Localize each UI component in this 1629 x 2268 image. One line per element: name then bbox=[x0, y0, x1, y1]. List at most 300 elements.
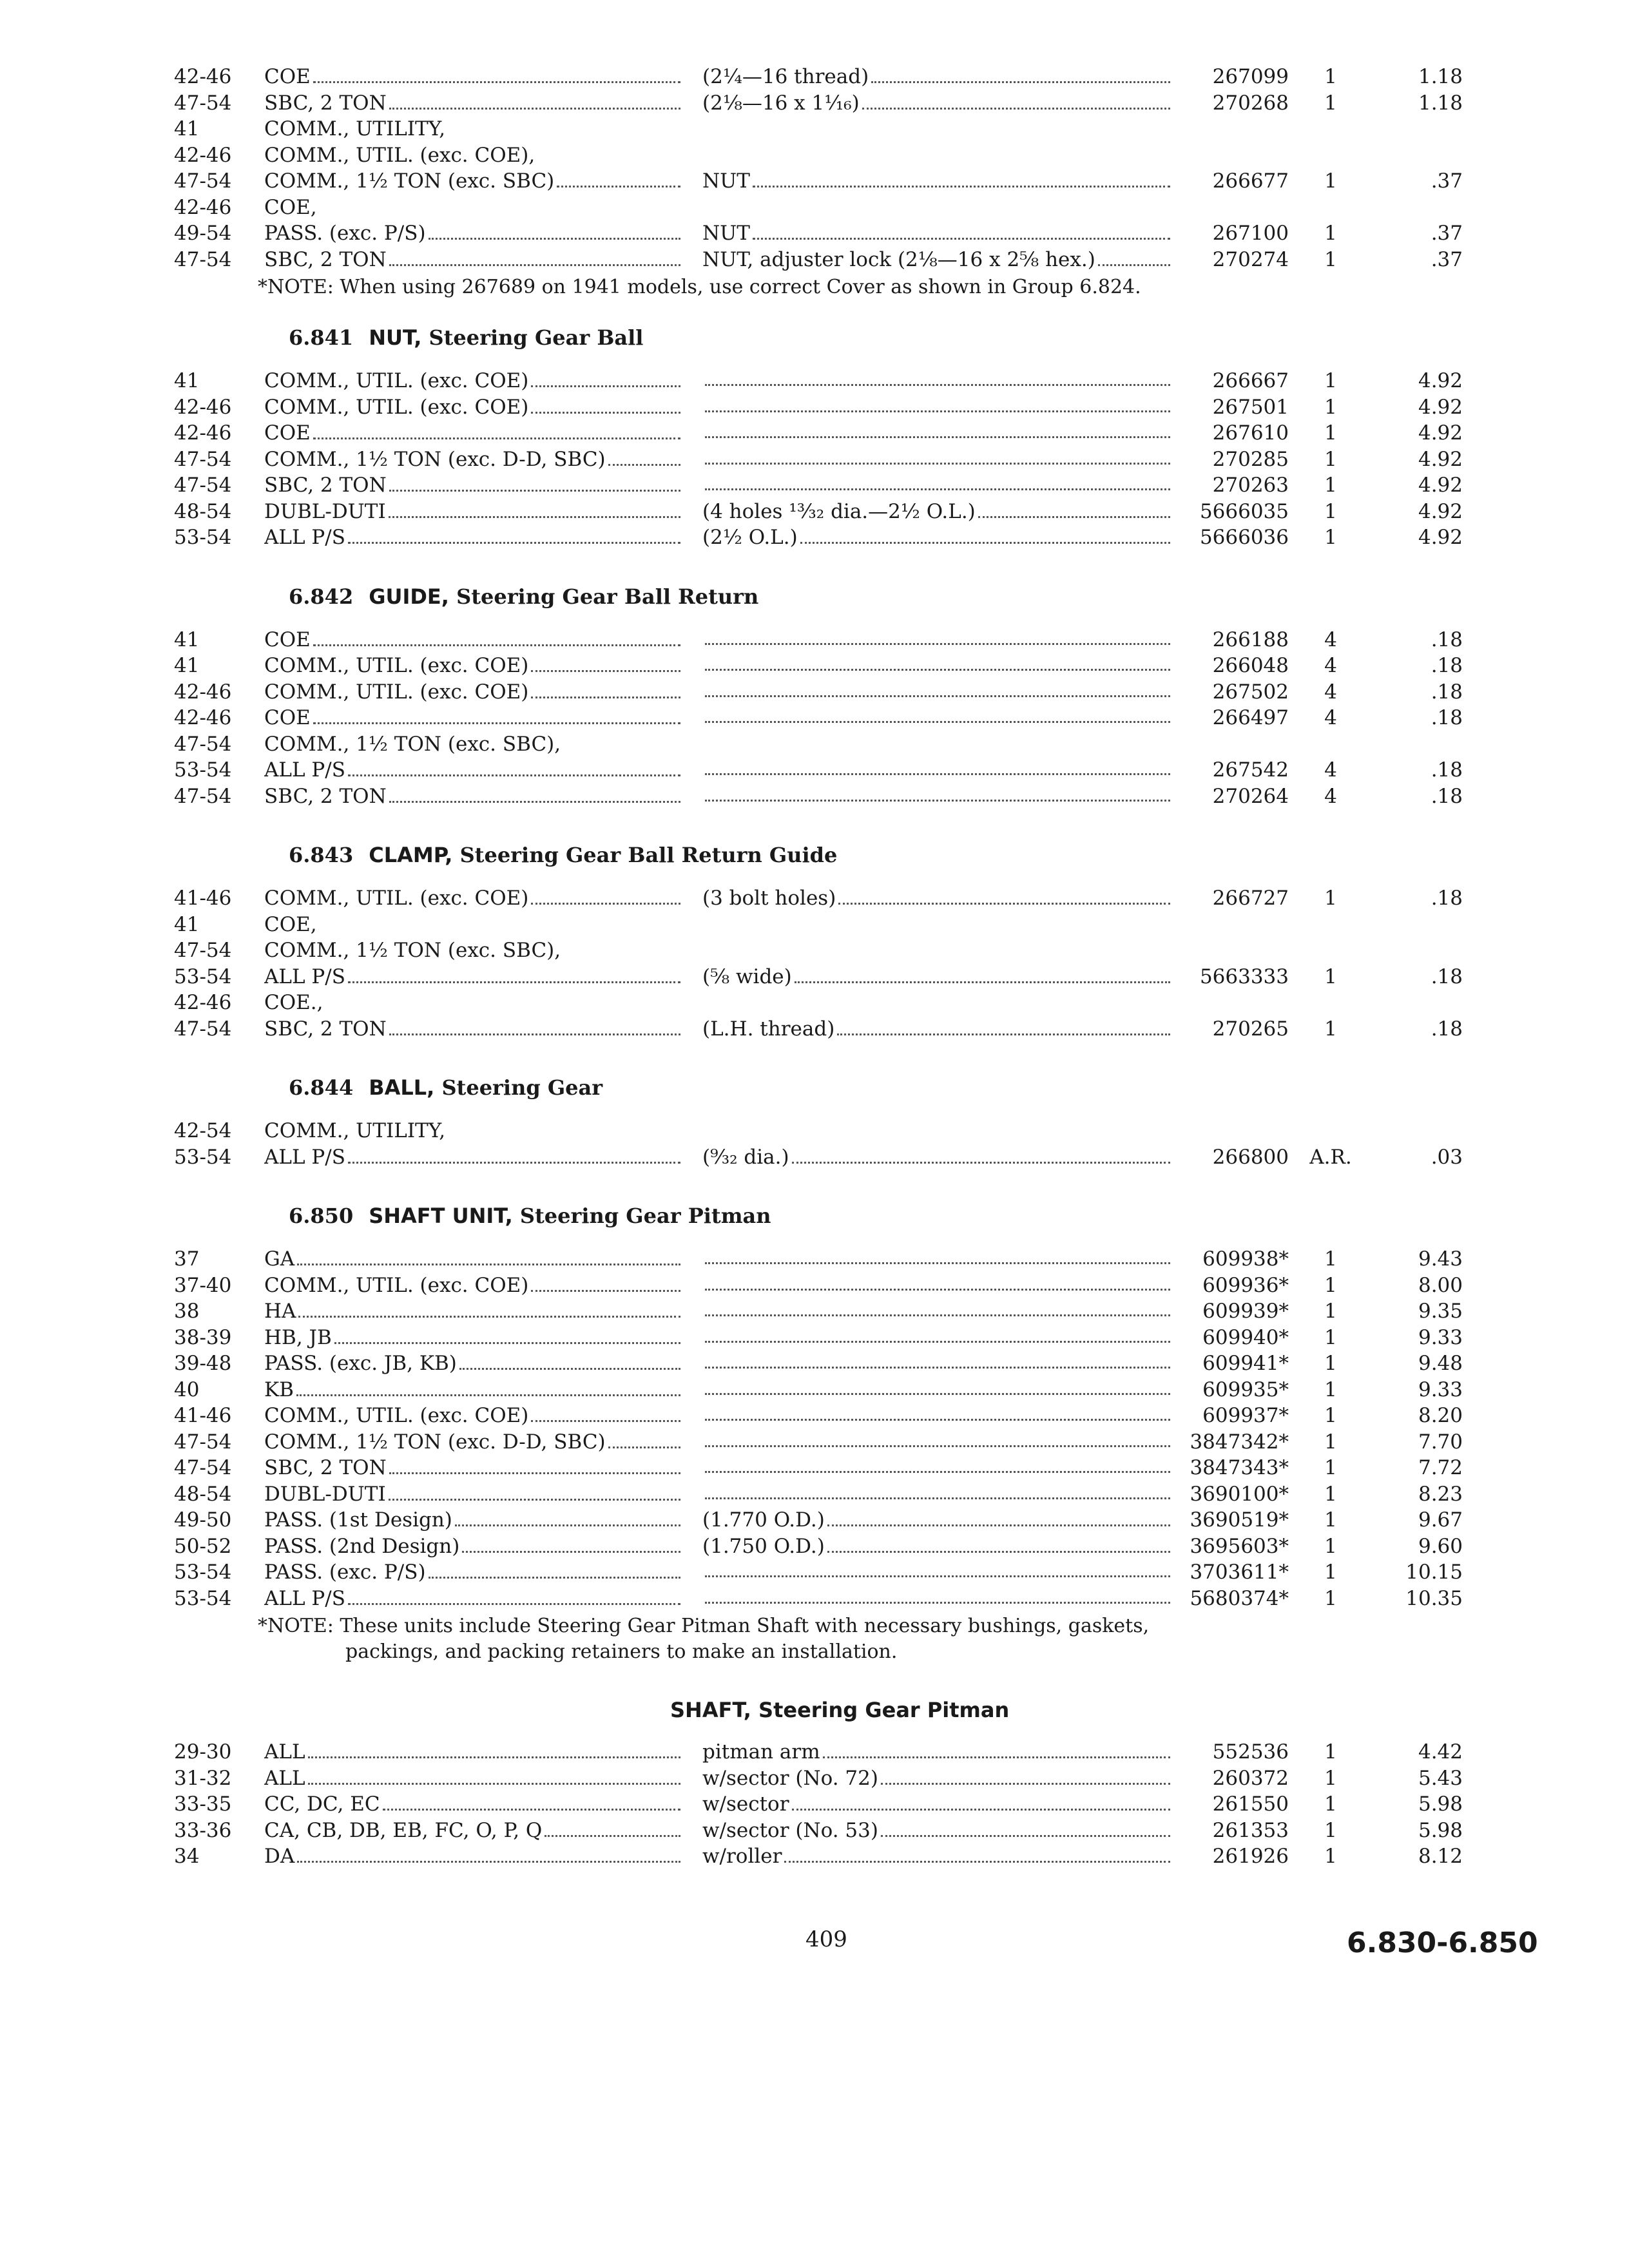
price: 7.72 bbox=[1418, 1456, 1463, 1479]
quantity: 1 bbox=[1324, 1482, 1337, 1506]
leader-dots bbox=[862, 91, 1170, 110]
description bbox=[702, 626, 1173, 645]
quantity: 1 bbox=[1324, 965, 1337, 988]
description bbox=[702, 1428, 1173, 1447]
table-row bbox=[0, 1376, 1629, 1403]
section-title: GUIDE, bbox=[369, 584, 449, 609]
price: 5.98 bbox=[1418, 1792, 1463, 1816]
model bbox=[264, 1765, 683, 1792]
table-row bbox=[0, 626, 1629, 653]
quantity: 1 bbox=[1324, 1300, 1337, 1323]
price: .18 bbox=[1431, 1017, 1463, 1041]
description-text: (4 holes ¹³⁄₃₂ dia.—2½ O.L.) bbox=[702, 499, 976, 523]
leader-dots bbox=[298, 1299, 680, 1318]
model bbox=[264, 1117, 683, 1144]
model bbox=[264, 446, 683, 473]
year-range: 42-46 bbox=[174, 991, 232, 1014]
part-number: 267610 bbox=[1212, 421, 1289, 445]
price: .37 bbox=[1431, 222, 1463, 245]
leader-dots bbox=[705, 1585, 1170, 1604]
year-range: 47-54 bbox=[174, 474, 232, 497]
model bbox=[264, 1506, 683, 1533]
part-number: 266727 bbox=[1212, 887, 1289, 910]
price: 4.92 bbox=[1418, 526, 1463, 549]
part-number: 266497 bbox=[1212, 706, 1289, 729]
table-row bbox=[0, 989, 1629, 1016]
model-text: ALL bbox=[264, 1766, 305, 1790]
quantity: 1 bbox=[1324, 1740, 1337, 1763]
leader-dots bbox=[705, 394, 1170, 412]
price: 9.33 bbox=[1418, 1325, 1463, 1349]
quantity: 1 bbox=[1324, 526, 1337, 549]
description bbox=[702, 498, 1173, 525]
year-range: 42-46 bbox=[174, 680, 232, 704]
description bbox=[702, 90, 1173, 117]
table-row bbox=[0, 1402, 1629, 1429]
part-number: 267099 bbox=[1212, 65, 1289, 88]
model bbox=[264, 1402, 683, 1429]
description bbox=[702, 1454, 1173, 1473]
leader-dots bbox=[705, 472, 1170, 490]
model bbox=[264, 1015, 683, 1043]
leader-dots bbox=[462, 1534, 680, 1553]
description bbox=[702, 1402, 1173, 1421]
description bbox=[702, 885, 1173, 912]
model bbox=[264, 1376, 683, 1403]
table-row bbox=[0, 367, 1629, 394]
year-range: 47-54 bbox=[174, 1017, 232, 1041]
description-text: (1.750 O.D.) bbox=[702, 1534, 825, 1558]
description bbox=[702, 1481, 1173, 1499]
description-text: (1.770 O.D.) bbox=[702, 1508, 825, 1532]
model bbox=[264, 1245, 683, 1273]
model-text: PASS. (exc. JB, KB) bbox=[264, 1352, 457, 1375]
table-row bbox=[0, 194, 1629, 221]
year-range: 53-54 bbox=[174, 758, 232, 782]
part-number: 609937* bbox=[1202, 1404, 1289, 1427]
table-row bbox=[0, 1585, 1629, 1612]
section-title: NUT, bbox=[369, 325, 422, 350]
model bbox=[264, 168, 683, 195]
model-text: ALL P/S bbox=[264, 1145, 345, 1169]
year-range: 42-46 bbox=[174, 65, 232, 88]
price: 4.92 bbox=[1418, 499, 1463, 523]
description bbox=[702, 1533, 1173, 1560]
section-title: BALL, bbox=[369, 1075, 435, 1100]
leader-dots bbox=[459, 1351, 680, 1370]
table-row bbox=[0, 1765, 1629, 1792]
year-range: 47-54 bbox=[174, 939, 232, 962]
model-text: COE bbox=[264, 706, 311, 729]
leader-dots bbox=[313, 706, 680, 724]
leader-dots bbox=[705, 1298, 1170, 1316]
year-range: 39-48 bbox=[174, 1352, 232, 1375]
leader-dots bbox=[608, 1430, 680, 1448]
description-text: (2¼—16 thread) bbox=[702, 65, 869, 88]
model-text: PASS. (exc. P/S) bbox=[264, 222, 426, 245]
leader-dots bbox=[705, 1376, 1170, 1395]
leader-dots bbox=[531, 1403, 680, 1422]
quantity: 1 bbox=[1324, 369, 1337, 392]
year-range: 42-46 bbox=[174, 421, 232, 445]
part-number: 609940* bbox=[1202, 1325, 1289, 1349]
section-number: 6.850 bbox=[289, 1204, 354, 1228]
leader-dots bbox=[827, 1534, 1170, 1553]
part-number: 3690100* bbox=[1190, 1482, 1289, 1506]
model bbox=[264, 472, 683, 499]
year-range: 47-54 bbox=[174, 732, 232, 756]
section-subtitle: Steering Gear bbox=[441, 1075, 603, 1100]
price: .18 bbox=[1431, 706, 1463, 729]
model bbox=[264, 1324, 683, 1351]
section-number: 6.841 bbox=[289, 325, 354, 350]
part-number: 3703611* bbox=[1190, 1561, 1289, 1584]
leader-dots bbox=[348, 965, 680, 983]
price: .18 bbox=[1431, 654, 1463, 677]
quantity: 1 bbox=[1324, 1325, 1337, 1349]
table-row bbox=[0, 1559, 1629, 1586]
description-text: NUT, adjuster lock (2⅛—16 x 2⅝ hex.) bbox=[702, 247, 1095, 271]
price: 9.67 bbox=[1418, 1508, 1463, 1532]
table-row bbox=[0, 1298, 1629, 1325]
leader-dots bbox=[348, 758, 680, 776]
table-row bbox=[0, 756, 1629, 783]
model bbox=[264, 1738, 683, 1765]
model bbox=[264, 937, 683, 964]
model-text: COMM., UTILITY, bbox=[264, 117, 446, 140]
part-number: 260372 bbox=[1212, 1766, 1289, 1790]
part-number: 270263 bbox=[1212, 474, 1289, 497]
leader-dots bbox=[705, 1559, 1170, 1577]
quantity: 4 bbox=[1324, 758, 1337, 782]
price: .18 bbox=[1431, 758, 1463, 782]
leader-dots bbox=[608, 447, 680, 466]
leader-dots bbox=[308, 1740, 680, 1758]
year-range: 41-46 bbox=[174, 887, 232, 910]
leader-dots bbox=[800, 525, 1170, 544]
model bbox=[264, 1585, 683, 1612]
unit-note-line1: *NOTE: These units include Steering Gear Pitman Shaft with necessary bushings, gaskets, bbox=[258, 1615, 1150, 1637]
model bbox=[264, 246, 683, 273]
leader-dots bbox=[545, 1818, 680, 1837]
model bbox=[264, 1298, 683, 1325]
part-number: 5680374* bbox=[1190, 1586, 1289, 1610]
price: 4.92 bbox=[1418, 421, 1463, 445]
leader-dots bbox=[753, 221, 1170, 240]
leader-dots bbox=[838, 886, 1170, 905]
table-row bbox=[0, 220, 1629, 247]
price: 5.98 bbox=[1418, 1818, 1463, 1842]
model-text: COMM., UTIL. (exc. COE), bbox=[264, 143, 535, 167]
price: 1.18 bbox=[1418, 65, 1463, 88]
table-row bbox=[0, 783, 1629, 810]
leader-dots bbox=[389, 499, 680, 518]
model bbox=[264, 731, 683, 758]
model bbox=[264, 678, 683, 706]
model bbox=[264, 1428, 683, 1456]
leader-dots bbox=[837, 1017, 1170, 1035]
leader-dots bbox=[705, 1350, 1170, 1369]
model-text: DA bbox=[264, 1845, 295, 1868]
table-row bbox=[0, 652, 1629, 679]
table-row bbox=[0, 1791, 1629, 1818]
part-number: 3690519* bbox=[1190, 1508, 1289, 1532]
leader-dots bbox=[348, 1145, 680, 1164]
leader-dots bbox=[531, 680, 680, 698]
year-range: 47-54 bbox=[174, 1456, 232, 1479]
table-row bbox=[0, 115, 1629, 142]
description-text: (3 bolt holes) bbox=[702, 887, 836, 910]
model-text: COE bbox=[264, 65, 311, 88]
price: .37 bbox=[1431, 169, 1463, 193]
quantity: 1 bbox=[1324, 1404, 1337, 1427]
unit-note-line2: packings, and packing retainers to make an installation. bbox=[345, 1640, 898, 1663]
model-text: COE, bbox=[264, 195, 317, 219]
table-row bbox=[0, 1506, 1629, 1533]
leader-dots bbox=[881, 1818, 1170, 1837]
model bbox=[264, 963, 683, 990]
part-number: 266677 bbox=[1212, 169, 1289, 193]
leader-dots bbox=[705, 678, 1170, 697]
year-range: 49-54 bbox=[174, 222, 232, 245]
table-row bbox=[0, 446, 1629, 473]
leader-dots bbox=[784, 1844, 1170, 1863]
description bbox=[702, 1245, 1173, 1264]
price: 5.43 bbox=[1418, 1766, 1463, 1790]
price: .18 bbox=[1431, 965, 1463, 988]
model bbox=[264, 1144, 683, 1171]
leader-dots bbox=[531, 369, 680, 387]
model bbox=[264, 367, 683, 394]
year-range: 41 bbox=[174, 912, 200, 936]
model bbox=[264, 419, 683, 447]
table-row bbox=[0, 1843, 1629, 1870]
model-text: COMM., UTIL. (exc. COE) bbox=[264, 395, 529, 419]
quantity: 1 bbox=[1324, 1818, 1337, 1842]
description bbox=[702, 168, 1173, 195]
section-heading bbox=[289, 323, 643, 352]
price: 4.92 bbox=[1418, 447, 1463, 471]
leader-dots bbox=[871, 64, 1170, 83]
model bbox=[264, 1791, 683, 1818]
model-text: DUBL-DUTI bbox=[264, 1482, 386, 1506]
model-text: SBC, 2 TON bbox=[264, 1017, 387, 1041]
description bbox=[702, 220, 1173, 247]
part-number: 3847342* bbox=[1190, 1430, 1289, 1454]
leader-dots bbox=[389, 91, 680, 110]
quantity: 1 bbox=[1324, 91, 1337, 115]
leader-dots bbox=[705, 419, 1170, 438]
quantity: 1 bbox=[1324, 395, 1337, 419]
model-text: PASS. (1st Design) bbox=[264, 1508, 452, 1532]
leader-dots bbox=[389, 247, 680, 266]
model bbox=[264, 1481, 683, 1508]
year-range: 41 bbox=[174, 628, 200, 651]
model bbox=[264, 1272, 683, 1299]
model bbox=[264, 783, 683, 810]
quantity: 1 bbox=[1324, 1247, 1337, 1271]
quantity: 1 bbox=[1324, 247, 1337, 271]
leader-dots bbox=[313, 628, 680, 646]
part-number: 552536 bbox=[1212, 1740, 1289, 1763]
model-text: COMM., UTIL. (exc. COE) bbox=[264, 654, 529, 677]
description bbox=[702, 652, 1173, 671]
model-text: PASS. (exc. P/S) bbox=[264, 1561, 426, 1584]
year-range: 31-32 bbox=[174, 1766, 232, 1790]
part-number: 267501 bbox=[1212, 395, 1289, 419]
year-range: 38 bbox=[174, 1300, 200, 1323]
quantity: 4 bbox=[1324, 628, 1337, 651]
model bbox=[264, 626, 683, 653]
description bbox=[702, 1817, 1173, 1844]
table-row bbox=[0, 1324, 1629, 1351]
section-heading bbox=[289, 1202, 771, 1230]
year-range: 38-39 bbox=[174, 1325, 232, 1349]
quantity: 1 bbox=[1324, 1792, 1337, 1816]
model bbox=[264, 142, 683, 169]
table-row bbox=[0, 63, 1629, 90]
model-text: COMM., UTIL. (exc. COE) bbox=[264, 887, 529, 910]
quantity: 1 bbox=[1324, 887, 1337, 910]
leader-dots bbox=[705, 1402, 1170, 1421]
leader-dots bbox=[429, 221, 680, 240]
leader-dots bbox=[348, 525, 680, 544]
table-row bbox=[0, 498, 1629, 525]
description-text: pitman arm bbox=[702, 1740, 820, 1763]
leader-dots bbox=[297, 1844, 680, 1863]
description-text: (2⅛—16 x 1⅟₁₆) bbox=[702, 91, 860, 115]
description bbox=[702, 1376, 1173, 1395]
leader-dots bbox=[792, 1792, 1170, 1811]
leader-dots bbox=[383, 1792, 680, 1811]
year-range: 40 bbox=[174, 1378, 200, 1401]
model-text: CC, DC, EC bbox=[264, 1792, 380, 1816]
part-number: 267100 bbox=[1212, 222, 1289, 245]
quantity: 1 bbox=[1324, 1430, 1337, 1454]
price: 9.43 bbox=[1418, 1247, 1463, 1271]
leader-dots bbox=[455, 1508, 680, 1526]
model-text: SBC, 2 TON bbox=[264, 474, 387, 497]
quantity: 1 bbox=[1324, 1845, 1337, 1868]
model-text: COMM., 1½ TON (exc. SBC), bbox=[264, 939, 561, 962]
year-range: 53-54 bbox=[174, 1561, 232, 1584]
section-subtitle: Steering Gear Ball Return bbox=[456, 584, 759, 609]
price: .03 bbox=[1431, 1145, 1463, 1169]
table-row bbox=[0, 885, 1629, 912]
year-range: 41 bbox=[174, 369, 200, 392]
table-row bbox=[0, 1817, 1629, 1844]
leader-dots bbox=[881, 1766, 1170, 1785]
table-row bbox=[0, 168, 1629, 195]
part-number: 270285 bbox=[1212, 447, 1289, 471]
leader-dots bbox=[334, 1325, 680, 1344]
table-row bbox=[0, 1117, 1629, 1144]
part-number: 261926 bbox=[1212, 1845, 1289, 1868]
year-range: 37 bbox=[174, 1247, 200, 1271]
description bbox=[702, 704, 1173, 723]
year-range: 41 bbox=[174, 117, 200, 140]
model bbox=[264, 1817, 683, 1844]
table-row bbox=[0, 911, 1629, 938]
year-range: 41-46 bbox=[174, 1404, 232, 1427]
model bbox=[264, 194, 683, 221]
description bbox=[702, 446, 1173, 465]
leader-dots bbox=[389, 473, 680, 492]
price: .18 bbox=[1431, 784, 1463, 808]
model-text: ALL bbox=[264, 1740, 305, 1763]
part-number: 609935* bbox=[1202, 1378, 1289, 1401]
table-row bbox=[0, 937, 1629, 964]
model bbox=[264, 704, 683, 731]
price: 9.48 bbox=[1418, 1352, 1463, 1375]
part-number: 5666035 bbox=[1199, 499, 1289, 523]
quantity: 1 bbox=[1324, 1456, 1337, 1479]
quantity: 1 bbox=[1324, 65, 1337, 88]
description bbox=[702, 63, 1173, 90]
quantity: 1 bbox=[1324, 1273, 1337, 1297]
quantity: 4 bbox=[1324, 784, 1337, 808]
description-text: (L.H. thread) bbox=[702, 1017, 835, 1041]
leader-dots bbox=[705, 756, 1170, 775]
model-text: COMM., 1½ TON (exc. D-D, SBC) bbox=[264, 1430, 606, 1454]
description bbox=[702, 678, 1173, 697]
leader-dots bbox=[705, 626, 1170, 645]
model-text: COMM., 1½ TON (exc. SBC), bbox=[264, 732, 561, 756]
quantity: 1 bbox=[1324, 1017, 1337, 1041]
quantity: 1 bbox=[1324, 1586, 1337, 1610]
description bbox=[702, 756, 1173, 775]
year-range: 34 bbox=[174, 1845, 200, 1868]
description bbox=[702, 1015, 1173, 1043]
year-range: 42-46 bbox=[174, 395, 232, 419]
model bbox=[264, 1350, 683, 1377]
part-number: 5663333 bbox=[1199, 965, 1289, 988]
model bbox=[264, 115, 683, 142]
table-row bbox=[0, 704, 1629, 731]
table-row bbox=[0, 1272, 1629, 1299]
quantity: 1 bbox=[1324, 1352, 1337, 1375]
model bbox=[264, 989, 683, 1016]
year-range: 50-52 bbox=[174, 1534, 232, 1558]
part-number: 266188 bbox=[1212, 628, 1289, 651]
model-text: COE, bbox=[264, 912, 317, 936]
table-row bbox=[0, 1245, 1629, 1273]
model-text: COMM., UTIL. (exc. COE) bbox=[264, 680, 529, 704]
table-row bbox=[0, 1481, 1629, 1508]
description-text: w/sector bbox=[702, 1792, 789, 1816]
leader-dots bbox=[795, 965, 1170, 983]
model bbox=[264, 885, 683, 912]
part-number: 609936* bbox=[1202, 1273, 1289, 1297]
price: .18 bbox=[1431, 680, 1463, 704]
model-text: ALL P/S bbox=[264, 526, 345, 549]
leader-dots bbox=[297, 1247, 680, 1265]
table-row bbox=[0, 90, 1629, 117]
model bbox=[264, 1559, 683, 1586]
year-range: 47-54 bbox=[174, 91, 232, 115]
section-heading bbox=[289, 841, 837, 869]
leader-dots bbox=[308, 1766, 680, 1785]
leader-dots bbox=[827, 1508, 1170, 1526]
model-text: GA bbox=[264, 1247, 295, 1271]
description-text: NUT bbox=[702, 222, 750, 245]
price: 8.12 bbox=[1418, 1845, 1463, 1868]
table-row bbox=[0, 1454, 1629, 1481]
leader-dots bbox=[557, 169, 680, 187]
part-number: 267542 bbox=[1212, 758, 1289, 782]
leader-dots bbox=[705, 704, 1170, 723]
section-number: 6.844 bbox=[289, 1075, 354, 1100]
